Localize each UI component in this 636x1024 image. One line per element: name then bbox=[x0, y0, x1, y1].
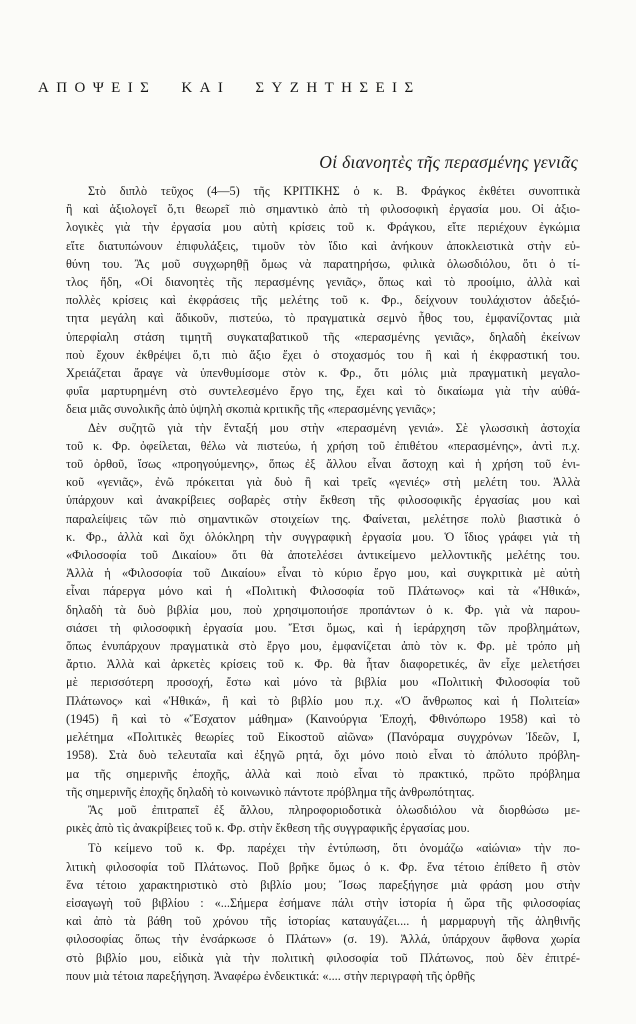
text-line: ὅπως ἐνυπάρχουν πραγματικὰ στὸ ἔργο μου, ἐμφανίζεται ἀπὸ τὸν κ. Φρ. μὲ τρόπο μὴ bbox=[66, 639, 580, 654]
text-line: μὲ περισσότερη προσοχή, ἔστω καὶ μόνο τὰ βιβλία μου «Πολιτικὴ Φιλοσοφία τοῦ bbox=[66, 675, 580, 690]
text-line: τητα μεγάλη καὶ ἄδικοῦν, πιστεύω, τὸ πραγματικὰ σεμνὸ ἦθος του, ἐμφανίζοντας μιὰ bbox=[66, 311, 580, 326]
text-line: 1958). Στὰ δυὸ τελευταῖα καὶ ἐξηγῶ ρητά, ὄχι μόνο ποιὸ εἶναι τὸ ἀπόλυτο πρόβλη- bbox=[66, 748, 580, 763]
text-line: Πλάτωνος» καὶ «Ἠθικά», ἢ καὶ τὸ βιβλίο μου π.χ. «Ὁ ἄνθρωπος καὶ ἡ Πολιτεία» bbox=[66, 693, 580, 708]
text-line: τῆς σημερινῆς ἐποχῆς δηλαδὴ τὸ κοινωνικὸ πάντοτε πρόβλημα τῆς ἀνθρωπότητας. bbox=[66, 784, 475, 799]
text-line: ἄρτιο. Ἀλλὰ καὶ ἀρκετὲς κρίσεις τοῦ κ. Φρ. θὰ ἦταν διαφορετικές, ἂν εἶχε μελετήσει bbox=[66, 657, 580, 672]
text-line: Στὸ διπλὸ τεῦχος (4—5) τῆς ΚΡΙΤΙΚΗΣ ὁ κ. Β. Φράγκος ἐκθέτει συνοπτικὰ bbox=[88, 184, 580, 198]
text-line: Ἀλλὰ ἡ «Φιλοσοφία τοῦ Δικαίου» εἶναι τὸ κύριο ἔργο μου, καὶ συγκριτικὰ μὲ αὐτὴ bbox=[66, 566, 580, 581]
text-line: μα τῆς σημερινῆς ἐποχῆς, ἀλλὰ καὶ ποιὸ εἶναι τὸ πρακτικό, πρῶτο πρόβλημα bbox=[66, 766, 580, 781]
text-line: κ. Φρ., ἀλλὰ καὶ ὄχι ὁλόκληρη τὴν συγγραφικὴ ἐργασία μου. Ὁ ἴδιος γράφει γιὰ τὴ bbox=[66, 529, 580, 544]
text-line: «Φιλοσοφία τοῦ Δικαίου» ὅτι θὰ ἀποτελέσει ἀντικείμενο μελλοντικῆς μελέτης του. bbox=[66, 548, 580, 563]
text-line: Δὲν συζητῶ γιὰ τὴν ἔνταξή μου στὴν «περασμένη γενιά». Σὲ γλωσσικὴ ἀστοχία bbox=[88, 420, 580, 435]
text-line: πουν μιὰ τέτοια παρεξήγηση. Ἀναφέρω ἐνδεικτικά: «.... στὴν περιγραφὴ τῆς ὀρθῆς bbox=[66, 968, 475, 983]
article-body bbox=[66, 182, 580, 985]
text-line: ὑπάρχουν καὶ ἀνακρίβειες σοβαρὲς στὴν ἔκθεση τῆς φιλοσοφικῆς ἐργασίας μου καὶ bbox=[66, 493, 580, 508]
text-line: εἴτε διατυπώνουν ἐπιφυλάξεις, τιμοῦν τὸν ἴδιο καὶ ἀνήκουν ἀποκλειστικὰ στὴν εὐ- bbox=[66, 238, 580, 253]
text-line: ὑπερφίαλη στάση τιμητῆ συγκαταβατικοῦ τῆς «περασμένης γενιᾶς», δηλαδὴ ἐκείνων bbox=[66, 329, 580, 344]
text-line: δηλαδὴ τὰ δυὸ βιβλία μου, ποὺ χρησιμοποιήσε προπάντων ὁ κ. Φρ. γιὰ νὰ παρου- bbox=[66, 602, 580, 617]
text-line: λογικὲς γιὰ τὴν ἐργασία μου αὐτὴ κρίσεις τοῦ κ. Φράγκου, εἴτε περιέχουν ἐγκώμια bbox=[66, 220, 580, 235]
text-line: πολλὲς κρίσεις καὶ ἐκφράσεις τῆς μελέτης τοῦ κ. Φρ., δείχνουν τουλάχιστον ἀδεξιό- bbox=[66, 293, 580, 308]
text-line: τλος ἤδη, «Οἱ διανοητὲς τῆς περασμένης γενιᾶς», ὅπως καὶ τὸ προοίμιο, ἀλλὰ καὶ bbox=[66, 275, 580, 290]
text-line: καὶ ἀπὸ τὰ βάθη τοῦ χρόνου τῆς ἱστορίας καταυγάζει.... ἡ μαρμαρυγὴ τῆς ἀληθινῆς bbox=[66, 914, 580, 929]
text-line: φιλοσοφίας ὅπως τὴν ἐνσάρκωσε ὁ Πλάτων» (σ. 19). Ἀλλά, ὑπάρχουν ἄφθονα χωρία bbox=[66, 932, 580, 947]
text-line: φυΐα μαρτυρημένη στὸ συντελεσμένο ἔργο της, ἔχει καὶ τὸ δικαίωμα γιὰ τὴν αὐθά- bbox=[66, 384, 580, 399]
text-line: ρικὲς ἀπὸ τὶς ἀνακρίβειες τοῦ κ. Φρ. στὴν ἔκθεση τῆς συγγραφικῆς ἐργασίας μου. bbox=[66, 821, 470, 836]
text-line: μελέτημα «Πολιτικὲς θεωρίες τοῦ Εἰκοστοῦ αἰῶνα» (Πανόραμα συγχρόνων Ἰδεῶν, Ι, bbox=[66, 730, 580, 745]
text-line: εἶναι πάρεργα μόνο καὶ ἡ «Πολιτικὴ Φιλοσοφία τοῦ Πλάτωνος» καὶ τὰ «Ἠθικά», bbox=[66, 584, 580, 599]
text-line: σιάσει τὴ φιλοσοφικὴ ἐργασία μου. Ἔτσι ὅμως, καὶ ἡ ἱεράρχηση τῶν προβλημάτων, bbox=[66, 620, 580, 635]
text-line: δεια μιᾶς συνολικῆς ἀπὸ ὑψηλὴ σκοπιὰ κριτικῆς τῆς «περασμένης γενιᾶς»; bbox=[66, 402, 436, 417]
text-line: ποὺ ἔχουν ἐκθρέψει ὅ,τι πιὸ ἄξιο ἔχει ὁ στοχασμός του ἢ καὶ ἡ ἐκφραστική του. bbox=[66, 347, 580, 362]
text-line: τοῦ κ. Φρ. ὀφείλεται, θέλω νὰ πιστεύω, ἡ χρήση τοῦ ἐπιθέτου «περασμένης», ἀντὶ π.χ. bbox=[66, 438, 580, 453]
section-title: ΑΠΟΨΕΙΣ ΚΑΙ ΣΥΖΗΤΗΣΕΙΣ bbox=[38, 80, 421, 96]
text-line: κοῦ «γενιᾶς», ἐνῶ πρόκειται γιὰ δυὸ ἢ καὶ τρεῖς «γενιές» στὴ μελέτη του. Ἀλλὰ bbox=[66, 475, 580, 490]
text-line: εἰσαγωγὴ τοῦ βιβλίου : «...Σήμερα ἐσήμανε πάλι στὴν ἱστορία ἡ ὥρα τῆς φιλοσοφίας bbox=[66, 895, 580, 910]
text-line: ἢ καὶ ἀξιολογεῖ ὅ,τι θεωρεῖ πιὸ σημαντικὸ ἀπὸ τὴ φιλοσοφικὴ ἐργασία μου. Οἱ ἀξιο- bbox=[66, 202, 580, 217]
text-line: θύνη του. Ἂς μοῦ συγχωρηθῇ ὅμως νὰ παρατηρήσω, φιλικὰ ὁλωσδιόλου, ὅτι ὁ τί- bbox=[66, 256, 580, 271]
text-line: Χρειάζεται ἄραγε νὰ ὑπενθυμίσομε στὸν κ. Φρ., ὅτι μόλις μιὰ πραγματικὴ μεγαλο- bbox=[66, 366, 580, 381]
text-line: στὸ βιβλίο μου, εἰδικὰ γιὰ τὴν πολιτικὴ φιλοσοφία τοῦ Πλάτωνος, ποὺ δὲν ἐπιτρέ- bbox=[66, 950, 580, 965]
text-line: λιτικὴ φιλοσοφία τοῦ Πλάτωνος. Ποῦ βρῆκε ὅμως ὁ κ. Φρ. ἕνα τέτοιο ἐπίθετο ἢ στὸν bbox=[66, 859, 580, 874]
text-line: Ἂς μοῦ ἐπιτραπεῖ ἐξ ἄλλου, πληροφοριοδοτικὰ ὁλωσδιόλου νὰ διορθώσω με- bbox=[88, 802, 580, 817]
text-line: παραλείψεις τῶν πιὸ σημαντικῶν στοιχείων της. Φαίνεται, μελέτησε πολὺ βιαστικὰ ὁ bbox=[66, 511, 580, 526]
text-line: ἕνα τέτοιο χαρακτηριστικὸ στὸ βιβλίο μου; Ἴσως παρεξήγησε μιὰ φράση μου στὴν bbox=[66, 877, 580, 892]
text-line: Τὸ κείμενο τοῦ κ. Φρ. παρέχει τὴν ἐντύπωση, ὅτι ὀνομάζω «αἰώνια» τὴν πο- bbox=[88, 841, 580, 856]
article-title: Οἱ διανοητὲς τῆς περασμένης γενιᾶς bbox=[319, 152, 578, 172]
text-line: τοῦ ὀρθοῦ, ἴσως «προηγούμενης», ὅπως ἐξ ἄλλου εἶναι ἄστοχη καὶ ἡ χρήση τοῦ ἑνι- bbox=[66, 457, 580, 472]
text-line: (1945) ἢ καὶ τὸ «Ἔσχατον μάθημα» (Καινούργια Ἐποχή, Φθινόπωρο 1958) καὶ τὸ bbox=[66, 711, 580, 726]
